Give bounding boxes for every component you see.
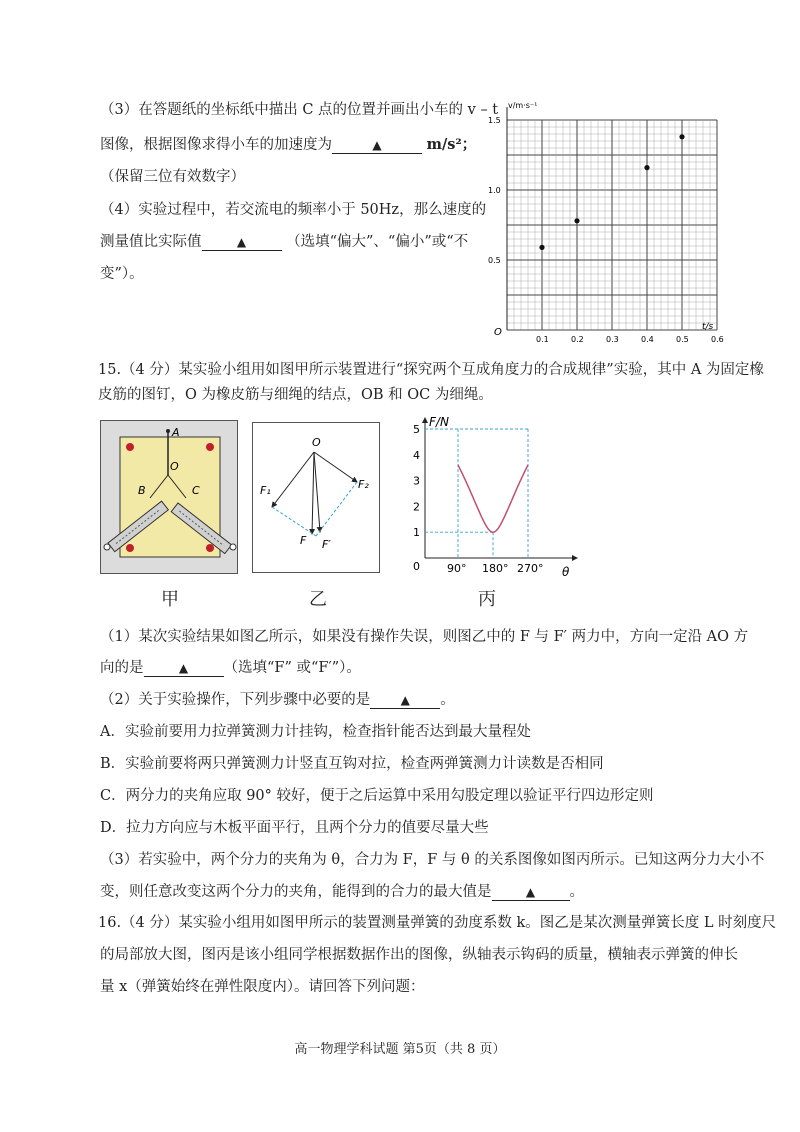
vt-ticks (488, 116, 724, 344)
q14-p4-line2-text: 测量值比实际值 (100, 234, 202, 250)
q14-p3-line2-text: 图像，根据图像求得小车的加速度为 (100, 137, 332, 153)
q14-p4-line2 (100, 232, 468, 252)
figure-jia (100, 420, 240, 575)
answer-blank (202, 234, 282, 251)
data-point (539, 245, 544, 250)
x-tick-label: 0.3 (606, 335, 619, 344)
data-point (574, 218, 579, 223)
figure-jia-caption: 甲 (161, 589, 179, 610)
blank-triangle: ▲ (400, 693, 410, 707)
figure-yi (252, 422, 382, 574)
q16-line2: 的局部放大图，图丙是该小组同学根据数据作出的图像，纵轴表示钩码的质量，横轴表示弹簧的伸长 (100, 947, 738, 963)
x-tick-label: 0.6 (711, 335, 724, 344)
q15-s1-line2 (100, 658, 361, 678)
yi-label-f: F (300, 534, 307, 547)
answer-blank (144, 660, 224, 677)
q15-s3-text: 变，则任意改变这两个分力的夹角，能得到的合力的最大值是 (100, 884, 492, 900)
bing-xlabel: θ (562, 565, 570, 579)
data-point (644, 165, 649, 170)
page-footer: 高一物理学科试题 第5页（共 8 页） (294, 1042, 506, 1057)
jia-label-b: B (138, 484, 146, 497)
q15-s2 (100, 690, 455, 710)
q14-p3-line2 (100, 135, 476, 155)
q15-s1-text: 向的是 (100, 660, 144, 676)
q15-option-a: A．实验前要用力拉弹簧测力计挂钩，检查指针能否达到最大量程处 (100, 724, 531, 740)
pin-icon (206, 544, 214, 552)
q15-s3-end: 。 (569, 884, 584, 900)
figure-yi-caption: 乙 (309, 589, 327, 610)
q15-intro-line2: 皮筋的图钉，O 为橡皮筋与细绳的结点，OB 和 OC 为细绳。 (98, 387, 493, 403)
q14-p4-line1: （4）实验过程中，若交流电的频率小于 50Hz，那么速度的 (100, 202, 487, 218)
answer-blank (492, 884, 570, 901)
bing-ylabel: F/N (429, 415, 449, 429)
pin-icon (126, 443, 134, 451)
y-tick-label: 0.5 (488, 256, 501, 265)
blank-triangle: ▲ (372, 138, 382, 152)
x-tick-label: 90° (447, 562, 467, 575)
q16-line1: 16.（4 分）某实验小组用如图甲所示的装置测量弹簧的劲度系数 k。图乙是某次测量弹簧长度 L 时刻度尺 (98, 915, 777, 931)
vt-origin: O (494, 327, 502, 338)
bing-curve (458, 465, 528, 532)
vt-ylabel: v/m·s⁻¹ (508, 101, 538, 110)
answer-blank (370, 692, 440, 709)
q15-option-c: C．两分力的夹角应取 90° 较好，便于之后运算中采用勾股定理以验证平行四边形定则 (100, 788, 654, 804)
x-tick-label: 180° (482, 562, 509, 575)
y-tick-label: 1.0 (488, 186, 501, 195)
bing-ticks (413, 423, 544, 575)
q15-intro-line1: 15.（4 分）某实验小组用如图甲所示装置进行“探究两个互成角度力的合成规律”实验，其中 A 为固定橡 (98, 362, 764, 378)
vt-xlabel: t/s (702, 322, 714, 332)
q14-p3-line1: （3）在答题纸的坐标纸中描出 C 点的位置并画出小车的 v – t (100, 102, 499, 118)
y-tick-label: 1.5 (488, 116, 501, 125)
q15-s1-choice: （选填“F” 或“F′”）。 (223, 660, 361, 676)
yi-label-f1: F₁ (260, 484, 271, 497)
answer-blank (332, 137, 422, 154)
q14-p4-line3: 变”）。 (100, 266, 144, 282)
x-tick-label: 0.2 (571, 335, 584, 344)
blank-triangle: ▲ (236, 235, 247, 249)
data-point (679, 134, 684, 139)
jia-label-c: C (192, 484, 200, 497)
figure-bing (405, 412, 585, 582)
vt-chart (480, 95, 730, 345)
x-tick-label: 0.1 (536, 335, 549, 344)
blank-triangle: ▲ (525, 885, 536, 899)
q15-s3-line1: （3）若实验中，两个分力的夹角为 θ，合力为 F，F 与 θ 的关系图像如图丙所示。已知这两分力大小不 (100, 852, 765, 868)
q15-option-b: B．实验前要将两只弹簧测力计竖直互钩对拉，检查两弹簧测力计读数是否相同 (100, 756, 604, 772)
x-tick-label: 270° (517, 562, 544, 575)
pin-icon (126, 544, 134, 552)
jia-label-o: O (170, 460, 179, 473)
x-tick-label: 0.4 (641, 335, 654, 344)
q15-s2-text: （2）关于实验操作，下列步骤中必要的是 (100, 692, 371, 708)
y-tick-label: 4 (413, 448, 420, 462)
y-tick-label: 3 (413, 474, 420, 488)
y-tick-label: 5 (413, 423, 420, 436)
q15-option-d: D．拉力方向应与木板平面平行，且两个分力的值要尽量大些 (100, 820, 489, 836)
vt-grid (507, 107, 717, 330)
bing-origin: 0 (413, 560, 420, 573)
figure-bing-caption: 丙 (478, 589, 496, 610)
x-tick-label: 0.5 (676, 335, 689, 344)
q15-s2-end: 。 (440, 692, 455, 708)
yi-label-f-prime: F′ (322, 538, 331, 551)
q16-line3: 量 x（弹簧始终在弹性限度内）。请回答下列问题： (100, 979, 425, 995)
pin-icon (206, 443, 214, 451)
bing-guides (425, 429, 528, 558)
yi-label-f2: F₂ (358, 478, 369, 491)
jia-board (120, 437, 220, 557)
y-tick-label: 2 (413, 500, 420, 514)
acceleration-unit: m/s²； (426, 136, 477, 153)
y-tick-label: 1 (413, 526, 420, 540)
blank-triangle: ▲ (178, 661, 189, 675)
q15-s3-line2 (100, 882, 584, 902)
jia-label-a: A (172, 426, 180, 439)
yi-label-o: O (312, 436, 321, 449)
q14-p4-line2-choice: （选填“偏大”、“偏小”或“不 (286, 234, 469, 250)
q14-p3-line3: （保留三位有效数字） (100, 169, 245, 185)
q15-s1-line1: （1）某次实验结果如图乙所示，如果没有操作失误，则图乙中的 F 与 F′ 两力中，方向一定沿 AO 方 (100, 629, 749, 645)
